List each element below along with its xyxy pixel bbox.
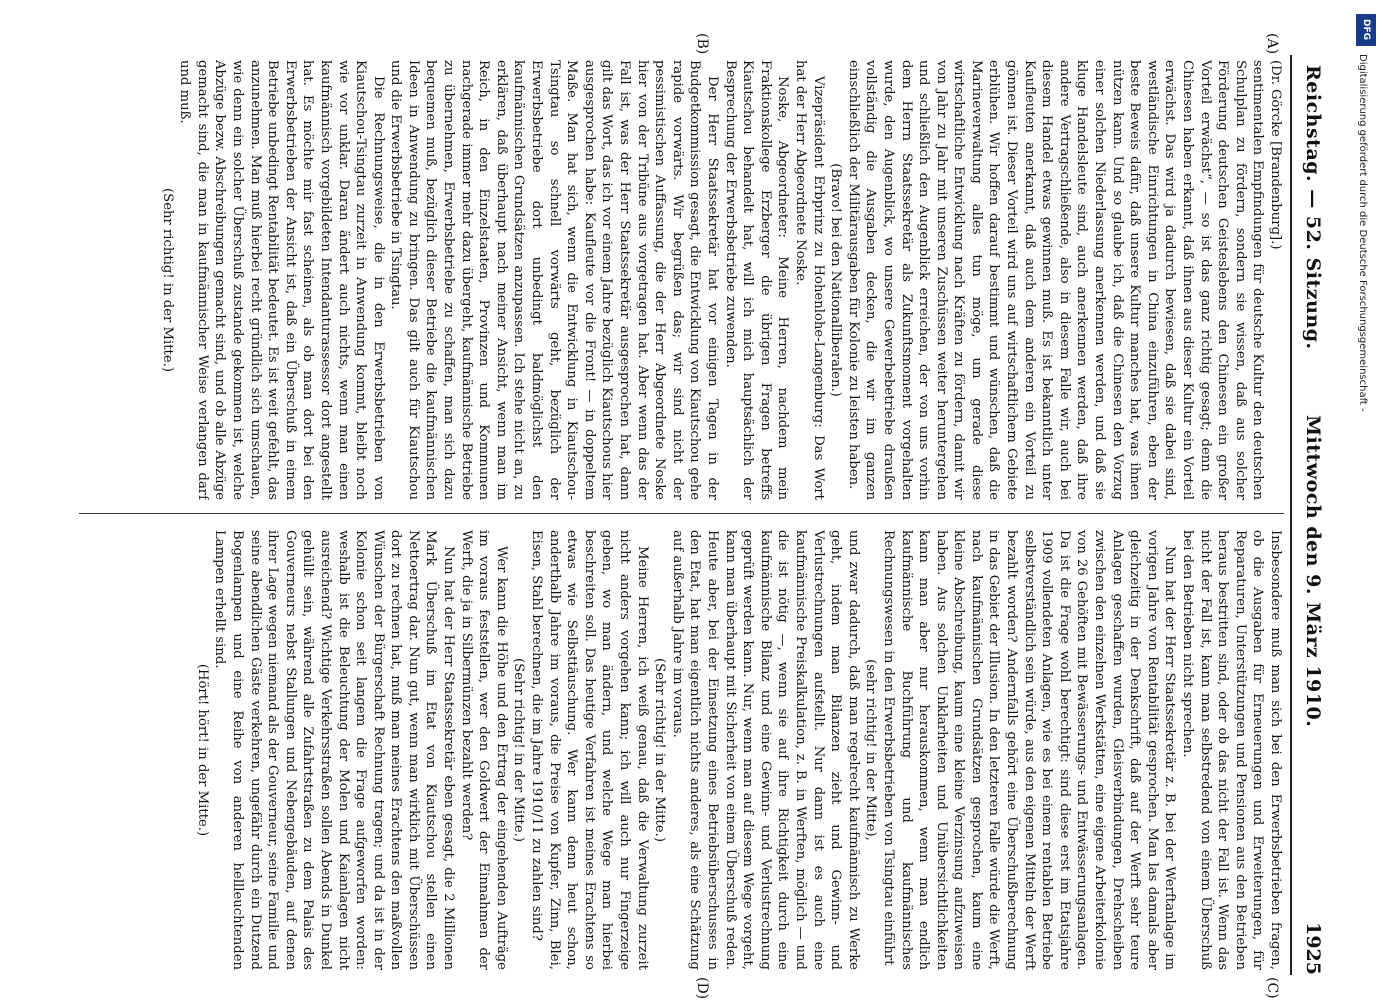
margin-letter-d: (D) — [694, 977, 710, 1000]
right-column — [74, 530, 1284, 970]
page-number: 1925 — [1302, 922, 1324, 975]
header-left: Reichstag. — 52. Sitzung. — [1302, 65, 1324, 350]
page-header — [1290, 55, 1330, 975]
applause-note: (Sehr richtig! in der Mitte.) — [652, 658, 668, 842]
right-paragraph-5: Wer kann die Höhe und den Ertrag der eingehenden Aufträge im voraus feststellen, wer den Goldwert der Einnahmen der Werft, die ja in Silbermünzen bezahlt werden? — [458, 530, 509, 970]
left-paragraph-2: Der Herr Staatssekretär hat vor einigen Tagen in der Budgetkommission gesagt, die Entwicklung von Kiautschou gehe rapide vorwärts. Wir begrüßen das; wir sind nicht der pessimistischen Auffassung, die der Herr Abgeordnete Noske hier von der Tribüne aus vorgetragen hat. Aber wenn das der Fall ist, was der Herr Staatssekretär ausgesprochen hat, dann gilt das Wort, das ich vor einem Jahre bezüglich Kiautschous hier ausgesprochen habe: Kaufleute vor die Front! — in doppeltem Maße. Man hat sich, wenn die Entwicklung in Kiautschou-Tsingtau so schnell vorwärts geht, bezüglich der Erwerbsbetriebe dort unbedingt baldmöglichst den kaufmännischen Grundsätzen anzupassen. Ich stehe nicht an, zu erklären, daß überhaupt nach meiner Ansicht, wenn man im Reich, in den Einzelstaaten, Provinzen und Kommunen nachgerade immer mehr dazu übergeht, kaufmännische Betriebe zu übernehmen, Erwerbsbetriebe zu schaffen, man sich dazu bequemen muß, bezüglich dieser Betriebe die kaufmännischen Ideen in Anwendung zu bringen. Das gilt auch für Kiautschou und die Erwerbsbetriebe in Tsingtau. — [388, 60, 720, 500]
header-date: Mittwoch den 9. März 1910. — [1302, 415, 1324, 728]
applause-note: (Bravo! bei den Nationalliberalen.) — [828, 163, 844, 397]
speaker-note: (Dr. Görcke [Brandenburg].) — [1268, 60, 1283, 250]
left-paragraph-1: sentimentalen Empfindungen für deutsche Kultur den deutschen Schulplan zu fördern, sondern sie wissen, daß aus solcher Förderung deutschen Geisteslebens den Chinesen ein großer Vorteil erwächst“, — so ist das ganz richtig gesagt; denn die Chinesen haben erkannt, daß ihnen aus dieser Kultur ein Vorteil erwächst. Das wird ja dadurch bewiesen, daß sie dabei sind, westländische Einrichtungen in China einzuführen, eben der beste Beweis dafür, daß unsere Kultur manches hat, was ihnen nützen kann. Und so glaube ich, daß die Chinesen den Vorzug einer solchen Niederlassung anerkennen werden, und daß sie kluge Handelsleute sind, auch anerkennen werden, daß ihre andere Vertragschließende, also in diesem Falle wir, auch bei diesem Handel etwas gewinnen muß. Es ist bekanntlich unter Kaufleuten anerkannt, daß auch dem anderen ein Vorteil zu gönnen ist. Dieser Vorteil wird uns auf wirtschaftlichem Gebiete erblühen. Wir hoffen darauf bestimmt und wünschen, daß die Marineverwaltung alles tun möge, um gerade diese wirtschaftliche Entwicklung nach Kräften zu fördern, damit wir von Jahr zu Jahr mit unseren Zuschüssen weiter heruntergehen und schließlich den Augenblick erreichen, der von uns vorhin dem Herrn Staatssekretär als Zukunftsmoment vorgehalten wurde, den Augenblick, wo unsere Gewerbebetriebe draußen vollständig die Ausgaben decken, die wir im ganzen einschließlich der Militärausgaben für Kolonie zu leisten haben. — [845, 60, 1266, 500]
digitization-credit: Digitalisierung gefördert durch die Deutsche Forschungsgemeinschaft - — [1357, 54, 1368, 412]
right-paragraph-2: Nun hat der Herr Staatssekretär z. B. bei der Werftanlage im vorigen Jahre von Rentabilität gesprochen. Man las damals aber gleichzeitig in der Denkschrift, daß auf der Werft sehr teure Anlagen geschaffen wurden, Gleisverbindungen, Drehscheiben zwischen den einzelnen Werkstätten, eine eigene Arbeiterkolonie von 26 Gehöften mit Bewässerungs- und Entwässerungsanlagen. Da ist die Frage wohl berechtigt: sind diese erst im Etatsjahre 1909 vollendeten Anlagen, wie es bei einem rentablen Betriebe selbstverständlich sein würde, aus den eigenen Mitteln der Werft bezahlt worden? Andernfalls gehört eine Überschußberechnung in das Gebiet der Illusion. In den letzteren Falle würde die Werft, nach kaufmännischen Grundsätzen gesprochen, kaum eine kleine Abschreibung, kaum eine kleine Verzinsung aufzuweisen haben. Aus solchen Unklarheiten und Unübersichtlichkeiten kann man aber nur herauskommen, wenn man endlich kaufmännische Buchführung und kaufmännisches Rechnungswesen in den Erwerbsbetrieben von Tsingtau einführt — [880, 530, 1178, 970]
right-paragraph-3: und zwar dadurch, daß man regelrecht kaufmännisch zu Werke geht, indem man Bilanzen zieht und Gewinn- und Verlustrechnungen aufstellt. Nur dann ist es auch eine kaufmännische Preiskalkulation, z. B. in Werften, möglich — und die ist nötig —, wenn sie auf ihre Richtigkeit durch eine kaufmännische Bilanz und eine Gewinn- und Verlustrechnung geprüft werden kann. Nur, wenn man auf diesem Wege vorgeht, kann man überhaupt mit Sicherheit von einem Überschuß reden. Heute aber, bei der Einsetzung eines Betriebsüberschusses in den Etat, hat man eigentlich nichts anderes, als eine Schätzung auf außerhalb Jahre im voraus. — [669, 530, 861, 970]
margin-letter-a: (A) — [1264, 33, 1280, 55]
left-paragraph-3: Die Rechnungsweise, die in den Erwerbsbetrieben von Kiautschou-Tsingtau zurzeit in Anwendung kommt, bleibt noch wie vor unklar. Daran ändert auch nichts, wenn man einen kaufmännisch vorgebildeten Intendanturassessor dort angestellt hat. Es möchte mir fast scheinen, als ob man dort bei den Erwerbsbetrieben der Ansicht ist, daß ein Überschuß in einem Betriebe unbedingt Rentabilität bedeutet. Es ist weit gefehlt, das anzunehmen. Man muß hierbei recht gründlich sich umschauen, wie denn ein solcher Überschuß zustande gekommen ist, welche Abzüge bezw. Abschreibungen gemacht sind, und ob alle Abzüge gemacht sind, die man in kaufmännischer Weise verlangen darf und muß. — [177, 60, 386, 500]
noske-paragraph: Noske, Abgeordneter: Meine Herren, nachdem mein Fraktionskollege Erzberger die übrigen Fragen betreffs Kiautschou behandelt hat, will ich mich hauptsächlich der Besprechung der Erwerbsbetriebe zuwenden. — [722, 60, 791, 500]
applause-note: (Hört! hört! in der Mitte.) — [194, 663, 210, 837]
right-paragraph-6: Nun hat der Herr Staatssekretär eben gesagt, die 2 Millionen Mark Überschuß im Etat von Kiautschou stellen einen Nettoertrag dar. Nun gut, wenn man wirklich mit Überschüssen dort zu rechnen hat, muß man meines Erachtens den maßvollen Wünschen der Bürgerschaft Rechnung tragen; und da ist in der Kolonie schon seit langem die Frage aufgeworfen worden: weshalb ist die Beleuchtung der Molen und Kaianlagen nicht ausreichend? Wichtige Verkehrsstraßen sollen Abends in Dunkel gehüllt sein, während alle Zufahrtstraßen zu dem Palais des Gouverneurs nebst Stallungen und Nebengebäuden, auf denen ihrer Lage wegen niemand als der Gouverneur, seine Familie und seine abendlichen Gäste verkehren, ungefähr durch ein Dutzend Bogenlampen und eine Reihe von anderen hellleuchtenden Lampen erhellt sind. — [212, 530, 457, 970]
right-paragraph-1: Insbesondere muß man sich bei den Erwerbsbetrieben fragen, ob die Ausgaben für Erneuerungen und Erweiterungen, für Reparaturen, Unterstützungen und Pensionen aus den Betrieben heraus bestritten sind, oder ob das nicht der Fall ist. Wenn das nicht der Fall ist, kann man selbstredend von einem Überschuß bei den Betrieben nicht sprechen. — [1180, 530, 1283, 970]
left-column — [74, 60, 1284, 500]
dfg-logo: DFG — [1356, 14, 1376, 46]
right-paragraph-4: Meine Herren, ich weiß genau, daß die Verwaltung zurzeit nicht anders vorgehen kann; ich will auch nur Fingerzeige geben, wo man ändern, und welche Wege man hierbei beschreiten soll. Das heutige Verfahren ist meines Erachtens so etwas wie Selbsttäuschung. Wer kann denn heut schon, anderthalb Jahre im voraus, die Preise von Kupfer, Zinn, Blei, Eisen, Stahl berechnen, die im Jahre 1910/11 zu zahlen sind? — [529, 530, 650, 970]
applause-note: (Sehr richtig! in der Mitte.) — [159, 188, 175, 372]
applause-note: (Sehr richtig! in der Mitte.) — [511, 658, 527, 842]
margin-letter-c: (C) — [1264, 977, 1280, 999]
header-rule — [1290, 55, 1292, 975]
applause-note: (sehr richtig! in der Mitte), — [863, 659, 879, 841]
column-divider — [79, 513, 1284, 514]
margin-letter-b: (B) — [694, 33, 710, 55]
digitization-note — [1353, 10, 1379, 990]
rotated-page — [60, 33, 1330, 1000]
vice-president-line: Vizepräsident Erbprinz zu Hohenlohe-Langenburg: Das Wort hat der Herr Abgeordnete Noske. — [792, 60, 826, 500]
